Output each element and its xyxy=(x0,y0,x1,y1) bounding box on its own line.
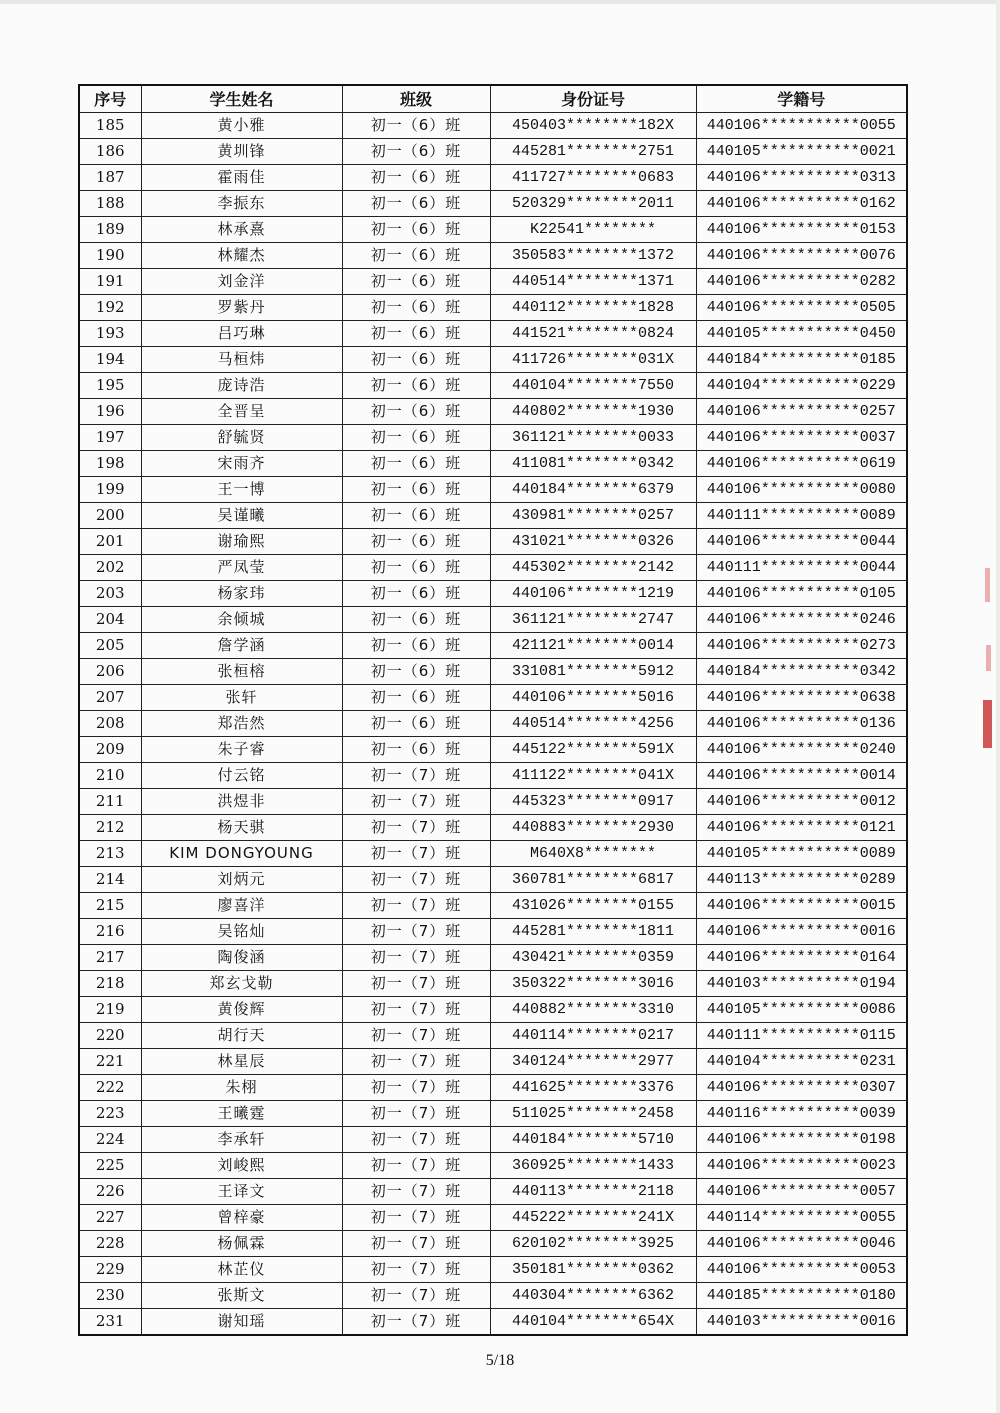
table-row xyxy=(79,217,907,243)
id-number: 440514********4256 xyxy=(490,711,696,737)
student-name: 严凤莹 xyxy=(141,555,342,581)
student-name: 付云铭 xyxy=(141,763,342,789)
id-number: 440184********6379 xyxy=(490,477,696,503)
class-name: 初一（6）班 xyxy=(342,347,490,373)
id-number: 445281********2751 xyxy=(490,139,696,165)
id-number: 440304********6362 xyxy=(490,1283,696,1309)
student-name: 李振东 xyxy=(141,191,342,217)
table-row xyxy=(79,1127,907,1153)
registration-number: 440106***********0164 xyxy=(696,945,907,971)
table-row xyxy=(79,867,907,893)
student-name: 曾梓豪 xyxy=(141,1205,342,1231)
table-row xyxy=(79,1231,907,1257)
registration-number: 440106***********0162 xyxy=(696,191,907,217)
student-name: 王一博 xyxy=(141,477,342,503)
id-number: 440883********2930 xyxy=(490,815,696,841)
registration-number: 440106***********0053 xyxy=(696,1257,907,1283)
row-index: 185 xyxy=(79,113,141,139)
header-student-name: 学生姓名 xyxy=(141,85,342,113)
registration-number: 440103***********0194 xyxy=(696,971,907,997)
registration-number: 440106***********0121 xyxy=(696,815,907,841)
student-name: 朱子睿 xyxy=(141,737,342,763)
class-name: 初一（6）班 xyxy=(342,139,490,165)
id-number: 331081********5912 xyxy=(490,659,696,685)
row-index: 192 xyxy=(79,295,141,321)
student-name: KIM DONGYOUNG xyxy=(141,841,342,867)
student-name: 詹学涵 xyxy=(141,633,342,659)
registration-number: 440106***********0016 xyxy=(696,919,907,945)
student-name: 林承熹 xyxy=(141,217,342,243)
table-row xyxy=(79,555,907,581)
student-name: 刘金洋 xyxy=(141,269,342,295)
row-index: 205 xyxy=(79,633,141,659)
registration-number: 440106***********0619 xyxy=(696,451,907,477)
class-name: 初一（7）班 xyxy=(342,789,490,815)
student-name: 林耀杰 xyxy=(141,243,342,269)
registration-number: 440106***********0055 xyxy=(696,113,907,139)
class-name: 初一（6）班 xyxy=(342,373,490,399)
id-number: 445281********1811 xyxy=(490,919,696,945)
id-number: 440112********1828 xyxy=(490,295,696,321)
registration-number: 440106***********0313 xyxy=(696,165,907,191)
id-number: 360781********6817 xyxy=(490,867,696,893)
class-name: 初一（7）班 xyxy=(342,1205,490,1231)
registration-number: 440105***********0021 xyxy=(696,139,907,165)
registration-number: 440104***********0231 xyxy=(696,1049,907,1075)
row-index: 210 xyxy=(79,763,141,789)
table-row xyxy=(79,997,907,1023)
class-name: 初一（6）班 xyxy=(342,217,490,243)
table-row xyxy=(79,763,907,789)
row-index: 188 xyxy=(79,191,141,217)
student-name: 马桓炜 xyxy=(141,347,342,373)
student-name: 张轩 xyxy=(141,685,342,711)
student-name: 谢瑜熙 xyxy=(141,529,342,555)
registration-number: 440106***********0153 xyxy=(696,217,907,243)
page-edge xyxy=(0,0,1000,4)
id-number: 445323********0917 xyxy=(490,789,696,815)
table-header-row xyxy=(79,85,907,113)
red-stamp-fragment xyxy=(983,700,992,748)
table-row xyxy=(79,399,907,425)
student-name: 余倾城 xyxy=(141,607,342,633)
id-number: M640X8******** xyxy=(490,841,696,867)
registration-number: 440105***********0089 xyxy=(696,841,907,867)
row-index: 213 xyxy=(79,841,141,867)
id-number: 440106********5016 xyxy=(490,685,696,711)
class-name: 初一（7）班 xyxy=(342,815,490,841)
row-index: 187 xyxy=(79,165,141,191)
row-index: 203 xyxy=(79,581,141,607)
registration-number: 440111***********0089 xyxy=(696,503,907,529)
id-number: 440104********654X xyxy=(490,1309,696,1336)
row-index: 202 xyxy=(79,555,141,581)
registration-number: 440105***********0086 xyxy=(696,997,907,1023)
table-row xyxy=(79,503,907,529)
row-index: 201 xyxy=(79,529,141,555)
table-row xyxy=(79,659,907,685)
red-stamp-fragment xyxy=(986,645,991,671)
row-index: 218 xyxy=(79,971,141,997)
row-index: 214 xyxy=(79,867,141,893)
table-row xyxy=(79,243,907,269)
table-row xyxy=(79,295,907,321)
page-edge-right xyxy=(996,0,1000,1413)
table-row xyxy=(79,1023,907,1049)
class-name: 初一（6）班 xyxy=(342,685,490,711)
row-index: 222 xyxy=(79,1075,141,1101)
row-index: 189 xyxy=(79,217,141,243)
red-stamp-fragment xyxy=(985,568,990,602)
id-number: 445222********241X xyxy=(490,1205,696,1231)
id-number: 511025********2458 xyxy=(490,1101,696,1127)
id-number: 620102********3925 xyxy=(490,1231,696,1257)
id-number: 430421********0359 xyxy=(490,945,696,971)
student-roster-table xyxy=(78,84,908,1336)
table-row xyxy=(79,607,907,633)
registration-number: 440106***********0080 xyxy=(696,477,907,503)
id-number: 445302********2142 xyxy=(490,555,696,581)
registration-number: 440106***********0307 xyxy=(696,1075,907,1101)
row-index: 209 xyxy=(79,737,141,763)
student-name: 吴谨曦 xyxy=(141,503,342,529)
table-row xyxy=(79,711,907,737)
class-name: 初一（7）班 xyxy=(342,763,490,789)
row-index: 186 xyxy=(79,139,141,165)
row-index: 207 xyxy=(79,685,141,711)
registration-number: 440106***********0057 xyxy=(696,1179,907,1205)
student-name: 黄俊辉 xyxy=(141,997,342,1023)
id-number: K22541******** xyxy=(490,217,696,243)
student-name: 宋雨齐 xyxy=(141,451,342,477)
id-number: 431026********0155 xyxy=(490,893,696,919)
class-name: 初一（7）班 xyxy=(342,893,490,919)
student-name: 杨天骐 xyxy=(141,815,342,841)
row-index: 208 xyxy=(79,711,141,737)
student-name: 罗紫丹 xyxy=(141,295,342,321)
student-name: 林芷仪 xyxy=(141,1257,342,1283)
registration-number: 440184***********0342 xyxy=(696,659,907,685)
table-row xyxy=(79,945,907,971)
table-row xyxy=(79,815,907,841)
table-row xyxy=(79,1205,907,1231)
class-name: 初一（7）班 xyxy=(342,1049,490,1075)
class-name: 初一（7）班 xyxy=(342,997,490,1023)
registration-number: 440106***********0105 xyxy=(696,581,907,607)
table-row xyxy=(79,1283,907,1309)
student-name: 吕巧琳 xyxy=(141,321,342,347)
header-id-number: 身份证号 xyxy=(490,85,696,113)
registration-number: 440106***********0638 xyxy=(696,685,907,711)
row-index: 231 xyxy=(79,1309,141,1336)
table-row xyxy=(79,113,907,139)
student-name: 杨家玮 xyxy=(141,581,342,607)
student-name: 刘峻熙 xyxy=(141,1153,342,1179)
student-name: 谢知瑶 xyxy=(141,1309,342,1336)
row-index: 199 xyxy=(79,477,141,503)
table-row xyxy=(79,841,907,867)
student-name: 王曦霆 xyxy=(141,1101,342,1127)
class-name: 初一（6）班 xyxy=(342,477,490,503)
id-number: 361121********0033 xyxy=(490,425,696,451)
registration-number: 440106***********0044 xyxy=(696,529,907,555)
row-index: 197 xyxy=(79,425,141,451)
table-row xyxy=(79,1257,907,1283)
row-index: 204 xyxy=(79,607,141,633)
class-name: 初一（7）班 xyxy=(342,841,490,867)
table-row xyxy=(79,789,907,815)
registration-number: 440106***********0023 xyxy=(696,1153,907,1179)
class-name: 初一（6）班 xyxy=(342,321,490,347)
row-index: 194 xyxy=(79,347,141,373)
student-name: 黄小雅 xyxy=(141,113,342,139)
table-row xyxy=(79,1075,907,1101)
id-number: 411081********0342 xyxy=(490,451,696,477)
student-name: 全晋呈 xyxy=(141,399,342,425)
class-name: 初一（7）班 xyxy=(342,1101,490,1127)
class-name: 初一（6）班 xyxy=(342,269,490,295)
class-name: 初一（7）班 xyxy=(342,945,490,971)
registration-number: 440185***********0180 xyxy=(696,1283,907,1309)
registration-number: 440116***********0039 xyxy=(696,1101,907,1127)
class-name: 初一（6）班 xyxy=(342,607,490,633)
id-number: 450403********182X xyxy=(490,113,696,139)
table-row xyxy=(79,165,907,191)
table-row xyxy=(79,1153,907,1179)
id-number: 411122********041X xyxy=(490,763,696,789)
id-number: 441625********3376 xyxy=(490,1075,696,1101)
table-row xyxy=(79,1309,907,1336)
registration-number: 440106***********0257 xyxy=(696,399,907,425)
id-number: 350322********3016 xyxy=(490,971,696,997)
student-name: 庞诗浩 xyxy=(141,373,342,399)
registration-number: 440106***********0076 xyxy=(696,243,907,269)
row-index: 215 xyxy=(79,893,141,919)
registration-number: 440111***********0044 xyxy=(696,555,907,581)
table-row xyxy=(79,477,907,503)
row-index: 226 xyxy=(79,1179,141,1205)
id-number: 430981********0257 xyxy=(490,503,696,529)
table-row xyxy=(79,529,907,555)
class-name: 初一（7）班 xyxy=(342,1127,490,1153)
id-number: 421121********0014 xyxy=(490,633,696,659)
registration-number: 440106***********0240 xyxy=(696,737,907,763)
row-index: 229 xyxy=(79,1257,141,1283)
row-index: 193 xyxy=(79,321,141,347)
table-row xyxy=(79,347,907,373)
id-number: 440184********5710 xyxy=(490,1127,696,1153)
student-name: 黄圳锋 xyxy=(141,139,342,165)
class-name: 初一（6）班 xyxy=(342,555,490,581)
student-name: 郑玄戈勒 xyxy=(141,971,342,997)
row-index: 225 xyxy=(79,1153,141,1179)
student-name: 王译文 xyxy=(141,1179,342,1205)
row-index: 221 xyxy=(79,1049,141,1075)
registration-number: 440106***********0198 xyxy=(696,1127,907,1153)
table-row xyxy=(79,737,907,763)
row-index: 200 xyxy=(79,503,141,529)
registration-number: 440103***********0016 xyxy=(696,1309,907,1336)
table-row xyxy=(79,1179,907,1205)
id-number: 411726********031X xyxy=(490,347,696,373)
table-row xyxy=(79,139,907,165)
registration-number: 440106***********0015 xyxy=(696,893,907,919)
registration-number: 440106***********0246 xyxy=(696,607,907,633)
table-row xyxy=(79,633,907,659)
id-number: 340124********2977 xyxy=(490,1049,696,1075)
class-name: 初一（6）班 xyxy=(342,659,490,685)
id-number: 360925********1433 xyxy=(490,1153,696,1179)
id-number: 361121********2747 xyxy=(490,607,696,633)
student-name: 杨佩霖 xyxy=(141,1231,342,1257)
class-name: 初一（7）班 xyxy=(342,1023,490,1049)
id-number: 440882********3310 xyxy=(490,997,696,1023)
registration-number: 440104***********0229 xyxy=(696,373,907,399)
student-name: 李承轩 xyxy=(141,1127,342,1153)
student-name: 廖喜洋 xyxy=(141,893,342,919)
class-name: 初一（7）班 xyxy=(342,867,490,893)
registration-number: 440106***********0046 xyxy=(696,1231,907,1257)
student-name: 刘炳元 xyxy=(141,867,342,893)
row-index: 206 xyxy=(79,659,141,685)
id-number: 431021********0326 xyxy=(490,529,696,555)
table-row xyxy=(79,1049,907,1075)
row-index: 228 xyxy=(79,1231,141,1257)
row-index: 227 xyxy=(79,1205,141,1231)
student-name: 张斯文 xyxy=(141,1283,342,1309)
class-name: 初一（6）班 xyxy=(342,503,490,529)
row-index: 196 xyxy=(79,399,141,425)
id-number: 445122********591X xyxy=(490,737,696,763)
class-name: 初一（7）班 xyxy=(342,1231,490,1257)
id-number: 520329********2011 xyxy=(490,191,696,217)
class-name: 初一（7）班 xyxy=(342,919,490,945)
class-name: 初一（6）班 xyxy=(342,243,490,269)
student-name: 郑浩然 xyxy=(141,711,342,737)
table-row xyxy=(79,971,907,997)
class-name: 初一（6）班 xyxy=(342,295,490,321)
registration-number: 440106***********0037 xyxy=(696,425,907,451)
student-name: 舒毓贤 xyxy=(141,425,342,451)
table-body xyxy=(79,113,907,1336)
table-row xyxy=(79,685,907,711)
row-index: 190 xyxy=(79,243,141,269)
registration-number: 440113***********0289 xyxy=(696,867,907,893)
class-name: 初一（6）班 xyxy=(342,451,490,477)
row-index: 216 xyxy=(79,919,141,945)
registration-number: 440106***********0282 xyxy=(696,269,907,295)
table-row xyxy=(79,451,907,477)
class-name: 初一（7）班 xyxy=(342,1179,490,1205)
row-index: 224 xyxy=(79,1127,141,1153)
student-name: 霍雨佳 xyxy=(141,165,342,191)
id-number: 440106********1219 xyxy=(490,581,696,607)
table-row xyxy=(79,191,907,217)
class-name: 初一（7）班 xyxy=(342,1309,490,1336)
table-row xyxy=(79,893,907,919)
class-name: 初一（6）班 xyxy=(342,737,490,763)
class-name: 初一（6）班 xyxy=(342,425,490,451)
class-name: 初一（6）班 xyxy=(342,529,490,555)
id-number: 350583********1372 xyxy=(490,243,696,269)
registration-number: 440114***********0055 xyxy=(696,1205,907,1231)
row-index: 217 xyxy=(79,945,141,971)
registration-number: 440105***********0450 xyxy=(696,321,907,347)
student-name: 林星辰 xyxy=(141,1049,342,1075)
row-index: 230 xyxy=(79,1283,141,1309)
class-name: 初一（7）班 xyxy=(342,1153,490,1179)
student-name: 张桓榕 xyxy=(141,659,342,685)
id-number: 440514********1371 xyxy=(490,269,696,295)
student-name: 洪煜非 xyxy=(141,789,342,815)
registration-number: 440106***********0273 xyxy=(696,633,907,659)
student-name: 陶俊涵 xyxy=(141,945,342,971)
class-name: 初一（6）班 xyxy=(342,581,490,607)
class-name: 初一（6）班 xyxy=(342,399,490,425)
row-index: 219 xyxy=(79,997,141,1023)
registration-number: 440184***********0185 xyxy=(696,347,907,373)
row-index: 212 xyxy=(79,815,141,841)
header-class: 班级 xyxy=(342,85,490,113)
registration-number: 440106***********0505 xyxy=(696,295,907,321)
registration-number: 440106***********0136 xyxy=(696,711,907,737)
table-row xyxy=(79,425,907,451)
table-row xyxy=(79,1101,907,1127)
class-name: 初一（7）班 xyxy=(342,1283,490,1309)
id-number: 350181********0362 xyxy=(490,1257,696,1283)
id-number: 440802********1930 xyxy=(490,399,696,425)
table-row xyxy=(79,919,907,945)
id-number: 440104********7550 xyxy=(490,373,696,399)
id-number: 440114********0217 xyxy=(490,1023,696,1049)
header-index: 序号 xyxy=(79,85,141,113)
registration-number: 440106***********0012 xyxy=(696,789,907,815)
student-name: 吴铭灿 xyxy=(141,919,342,945)
id-number: 441521********0824 xyxy=(490,321,696,347)
class-name: 初一（6）班 xyxy=(342,633,490,659)
header-student-registration-number: 学籍号 xyxy=(696,85,907,113)
class-name: 初一（6）班 xyxy=(342,165,490,191)
id-number: 440113********2118 xyxy=(490,1179,696,1205)
page-number: 5/18 xyxy=(485,1352,515,1369)
row-index: 220 xyxy=(79,1023,141,1049)
row-index: 223 xyxy=(79,1101,141,1127)
id-number: 411727********0683 xyxy=(490,165,696,191)
class-name: 初一（6）班 xyxy=(342,191,490,217)
student-name: 朱栩 xyxy=(141,1075,342,1101)
class-name: 初一（6）班 xyxy=(342,711,490,737)
row-index: 191 xyxy=(79,269,141,295)
class-name: 初一（7）班 xyxy=(342,1075,490,1101)
class-name: 初一（7）班 xyxy=(342,1257,490,1283)
registration-number: 440106***********0014 xyxy=(696,763,907,789)
row-index: 198 xyxy=(79,451,141,477)
registration-number: 440111***********0115 xyxy=(696,1023,907,1049)
table-row xyxy=(79,321,907,347)
row-index: 211 xyxy=(79,789,141,815)
student-name: 胡行天 xyxy=(141,1023,342,1049)
row-index: 195 xyxy=(79,373,141,399)
table-row xyxy=(79,581,907,607)
class-name: 初一（6）班 xyxy=(342,113,490,139)
table-row xyxy=(79,373,907,399)
table-row xyxy=(79,269,907,295)
class-name: 初一（7）班 xyxy=(342,971,490,997)
